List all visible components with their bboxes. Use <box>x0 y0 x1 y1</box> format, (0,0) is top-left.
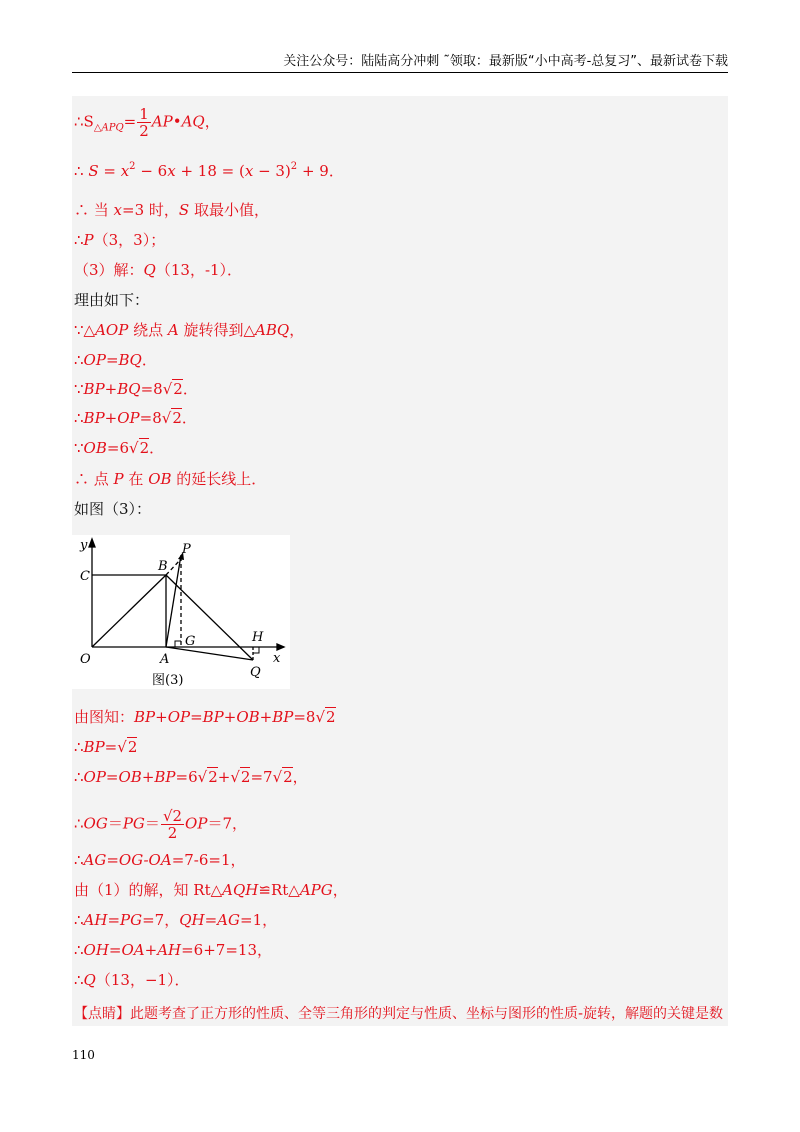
y-axis-arrow <box>89 539 95 547</box>
solution-line-6: 理由如下： <box>74 291 150 309</box>
solution-line-14: 由图知：BP+OP=BP+OB+BP=8√2 <box>74 708 336 726</box>
solution-line-21: ∴OH=OA+AH=6+7=13， <box>74 941 272 959</box>
figure-3 <box>72 535 290 689</box>
solution-line-19: 由（1）的解，知 Rt△AQH≌Rt△APG， <box>74 881 348 899</box>
geometry-diagram <box>72 535 290 689</box>
x-axis-arrow <box>277 644 284 650</box>
solution-line-11: ∵OB=6√2． <box>74 439 165 457</box>
solution-line-15: ∴BP=√2 <box>74 738 138 756</box>
right-angle-h <box>253 647 259 653</box>
solution-line-17: ∴OG＝PG＝ $\frac{√2}{2}$ OP＝7， <box>74 807 247 842</box>
solution-line-20: ∴AH=PG=7，QH=AG=1， <box>74 911 278 929</box>
label-p: P <box>182 542 191 557</box>
key-point-note: 【点睛】此题考查了正方形的性质、全等三角形的判定与性质、坐标与图形的性质-旋转，解题的关键是数 <box>74 1006 724 1022</box>
label-c: C <box>80 569 90 584</box>
right-angle-g <box>175 641 181 647</box>
segment-aq <box>166 647 253 660</box>
solution-line-1: $\therefore S_{\triangle APQ}=$ $\frac{1}{2}$ AP•AQ， <box>74 105 220 140</box>
solution-line-7: ∵△AOP 绕点 A 旋转得到△ABQ， <box>74 321 305 339</box>
solution-line-16: ∴OP=OB+BP=6√2+√2=7√2， <box>74 768 308 786</box>
segment-ap <box>166 555 181 647</box>
solution-line-4: ∴P（3，3）； <box>74 231 166 249</box>
solution-line-5: （3）解：Q（13，-1）． <box>74 261 243 279</box>
label-x: x <box>273 651 281 666</box>
label-a: A <box>160 652 170 667</box>
solution-line-12: ∴ 点 P 在 OB 的延长线上． <box>74 470 267 488</box>
solution-line-18: ∴AG=OG-OA=7-6=1， <box>74 851 246 869</box>
segment-ob <box>92 575 166 647</box>
figure-caption: 图(3) <box>152 673 184 688</box>
solution-line-2: ∴ $S = x^2 - 6x + 18 = (x - 3)^2 + 9$． <box>74 161 344 180</box>
solution-line-22: ∴Q（13，−1）． <box>74 971 190 989</box>
page-header: 关注公众号：陆陆高分冲刺 ˜领取：最新版“小中高考-总复习”、最新试卷下载 <box>283 54 728 69</box>
label-h: H <box>252 630 264 645</box>
solution-line-9: ∵BP+BQ=8√2． <box>74 380 198 398</box>
label-g: G <box>185 634 196 649</box>
header-rule <box>72 72 728 73</box>
label-o: O <box>80 652 91 667</box>
solution-line-8: ∴OP=BQ． <box>74 351 157 369</box>
label-q: Q <box>250 665 261 680</box>
page-number: 110 <box>72 1048 95 1062</box>
solution-line-10: ∴BP+OP=8√2． <box>74 409 197 427</box>
label-b: B <box>158 559 168 574</box>
solution-line-13: 如图（3）： <box>74 500 152 518</box>
label-y: y <box>80 538 88 553</box>
solution-line-3: ∴ 当 x=3 时，S 取最小值， <box>74 201 269 219</box>
